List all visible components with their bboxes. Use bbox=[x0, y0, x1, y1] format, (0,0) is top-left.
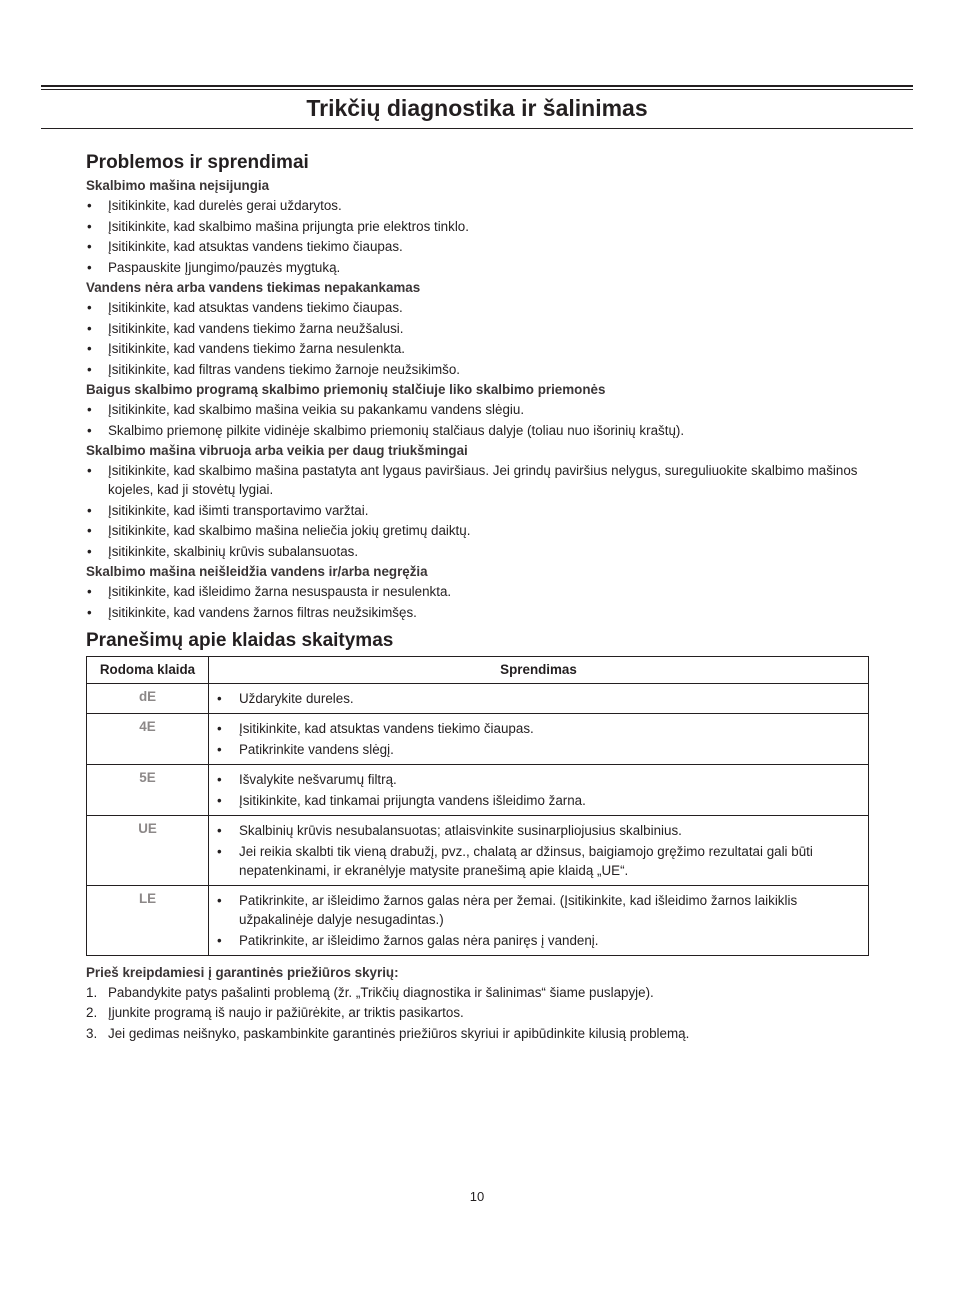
list-item: • Jei reikia skalbti tik vieną drabužį, pvz., chalatą ar džinsus, baigiamojo gręžimo rezultatai gali būti nepatenkinami, ir ekranėlyje matysite pranešimą apie klaidą „UE“. bbox=[217, 842, 860, 880]
step-text: Įjunkite programą iš naujo ir pažiūrėkite, ar triktis pasikartos. bbox=[108, 1005, 464, 1020]
list-item: • Įsitikinkite, kad išleidimo žarna nesuspausta ir nesulenkta. bbox=[86, 582, 869, 601]
column-header-code: Rodoma klaida bbox=[87, 656, 209, 683]
list-item: • Skalbinių krūvis nesubalansuotas; atlaisvinkite susinarpliojusius skalbinius. bbox=[217, 821, 860, 840]
list-item: • Įsitikinkite, kad vandens tiekimo žarna nesulenkta. bbox=[86, 339, 869, 358]
list-item: • Įsitikinkite, kad vandens žarnos filtras neužsikimšęs. bbox=[86, 603, 869, 622]
error-solution bbox=[209, 683, 869, 713]
error-code: dE bbox=[87, 683, 209, 713]
problems-heading: Problemos ir sprendimai bbox=[86, 152, 309, 173]
problems-section bbox=[86, 150, 869, 622]
error-table bbox=[86, 656, 869, 956]
errors-section bbox=[86, 628, 869, 956]
list-item: • Įsitikinkite, kad skalbimo mašina neliečia jokių gretimų daiktų. bbox=[86, 521, 869, 540]
error-code: LE bbox=[87, 885, 209, 955]
problem-list bbox=[86, 400, 869, 440]
header-rule-top-thin bbox=[41, 89, 913, 90]
list-item: • Įsitikinkite, kad skalbimo mašina veikia su pakankamu vandens slėgiu. bbox=[86, 400, 869, 419]
page-number: 10 bbox=[469, 1189, 485, 1204]
list-item bbox=[86, 983, 869, 1002]
list-item: • Skalbimo priemonę pilkite vidinėje skalbimo priemonių stalčiaus dalyje (toliau nuo išorinių kraštų). bbox=[86, 421, 869, 440]
step-number: 1. bbox=[86, 984, 98, 1000]
header-rule-top bbox=[41, 85, 913, 87]
list-item: • Patikrinkite vandens slėgį. bbox=[217, 740, 860, 759]
list-item: • Įsitikinkite, kad skalbimo mašina pastatyta ant lygaus paviršiaus. Jei grindų paviršius nelygus, sureguliuokite skalbimo mašinos kojeles, kad ji stovėtų lygiai. bbox=[86, 461, 869, 499]
table-row bbox=[87, 764, 869, 815]
list-item bbox=[86, 1024, 869, 1043]
table-row bbox=[87, 815, 869, 885]
error-code: 4E bbox=[87, 713, 209, 764]
problem-list bbox=[86, 298, 869, 379]
error-code: UE bbox=[87, 815, 209, 885]
problem-group-title: Skalbimo mašina neišleidžia vandens ir/arba negręžia bbox=[86, 564, 428, 579]
table-header-row bbox=[87, 656, 869, 683]
contact-steps bbox=[86, 983, 869, 1043]
problem-group-title: Vandens nėra arba vandens tiekimas nepakankamas bbox=[86, 280, 421, 295]
step-number: 2. bbox=[86, 1005, 98, 1020]
table-row bbox=[87, 683, 869, 713]
errors-heading: Pranešimų apie klaidas skaitymas bbox=[86, 629, 394, 651]
list-item: • Patikrinkite, ar išleidimo žarnos galas nėra per žemai. (Įsitikinkite, kad išleidimo žarnos laikiklis užpakalinėje dalyje nesugadintas.) bbox=[217, 891, 860, 929]
list-item: • Uždarykite dureles. bbox=[217, 689, 860, 708]
list-item: • Įsitikinkite, kad durelės gerai uždarytos. bbox=[86, 196, 869, 215]
problem-list bbox=[86, 461, 869, 561]
contact-title: Prieš kreipdamiesi į garantinės priežiūros skyrių: bbox=[86, 964, 399, 980]
step-number: 3. bbox=[86, 1025, 98, 1041]
list-item: • Įsitikinkite, kad atsuktas vandens tiekimo čiaupas. bbox=[86, 237, 869, 256]
list-item: • Įsitikinkite, kad vandens tiekimo žarna neužšalusi. bbox=[86, 319, 869, 338]
list-item: • Patikrinkite, ar išleidimo žarnos galas nėra paniręs į vandenį. bbox=[217, 931, 860, 950]
list-item: • Įsitikinkite, kad filtras vandens tiekimo žarnoje neužsikimšo. bbox=[86, 360, 869, 379]
error-solution bbox=[209, 815, 869, 885]
error-code: 5E bbox=[87, 764, 209, 815]
list-item: • Įsitikinkite, skalbinių krūvis subalansuotas. bbox=[86, 542, 869, 561]
table-row bbox=[87, 885, 869, 955]
step-text: Jei gedimas neišnyko, paskambinkite garantinės priežiūros skyriui ir apibūdinkite kilusią problemą. bbox=[108, 1025, 690, 1041]
list-item: • Įsitikinkite, kad tinkamai prijungta vandens išleidimo žarna. bbox=[217, 791, 860, 810]
step-text: Pabandykite patys pašalinti problemą (žr. „Trikčių diagnostika ir šalinimas“ šiame puslapyje). bbox=[108, 984, 654, 1000]
list-item: • Išvalykite nešvarumų filtrą. bbox=[217, 770, 860, 789]
column-header-solution: Sprendimas bbox=[209, 656, 869, 683]
list-item: • Įsitikinkite, kad atsuktas vandens tiekimo čiaupas. bbox=[86, 298, 869, 317]
contact-section bbox=[86, 963, 869, 1043]
header-rule-bottom bbox=[41, 128, 913, 129]
problem-list bbox=[86, 196, 869, 277]
problem-group-title: Skalbimo mašina neįsijungia bbox=[86, 178, 270, 193]
table-row bbox=[87, 713, 869, 764]
list-item: • Paspauskite Įjungimo/pauzės mygtuką. bbox=[86, 258, 869, 277]
problem-list bbox=[86, 582, 869, 622]
page-content bbox=[86, 150, 869, 1044]
problem-group-title: Skalbimo mašina vibruoja arba veikia per daug triukšmingai bbox=[86, 443, 468, 458]
error-solution bbox=[209, 713, 869, 764]
list-item bbox=[86, 1003, 869, 1022]
list-item: • Įsitikinkite, kad skalbimo mašina prijungta prie elektros tinklo. bbox=[86, 217, 869, 236]
error-solution bbox=[209, 885, 869, 955]
list-item: • Įsitikinkite, kad išimti transportavimo varžtai. bbox=[86, 501, 869, 520]
page-title: Trikčių diagnostika ir šalinimas bbox=[306, 95, 648, 121]
problem-group-title: Baigus skalbimo programą skalbimo priemonių stalčiuje liko skalbimo priemonės bbox=[86, 382, 606, 397]
list-item: • Įsitikinkite, kad atsuktas vandens tiekimo čiaupas. bbox=[217, 719, 860, 738]
error-solution bbox=[209, 764, 869, 815]
